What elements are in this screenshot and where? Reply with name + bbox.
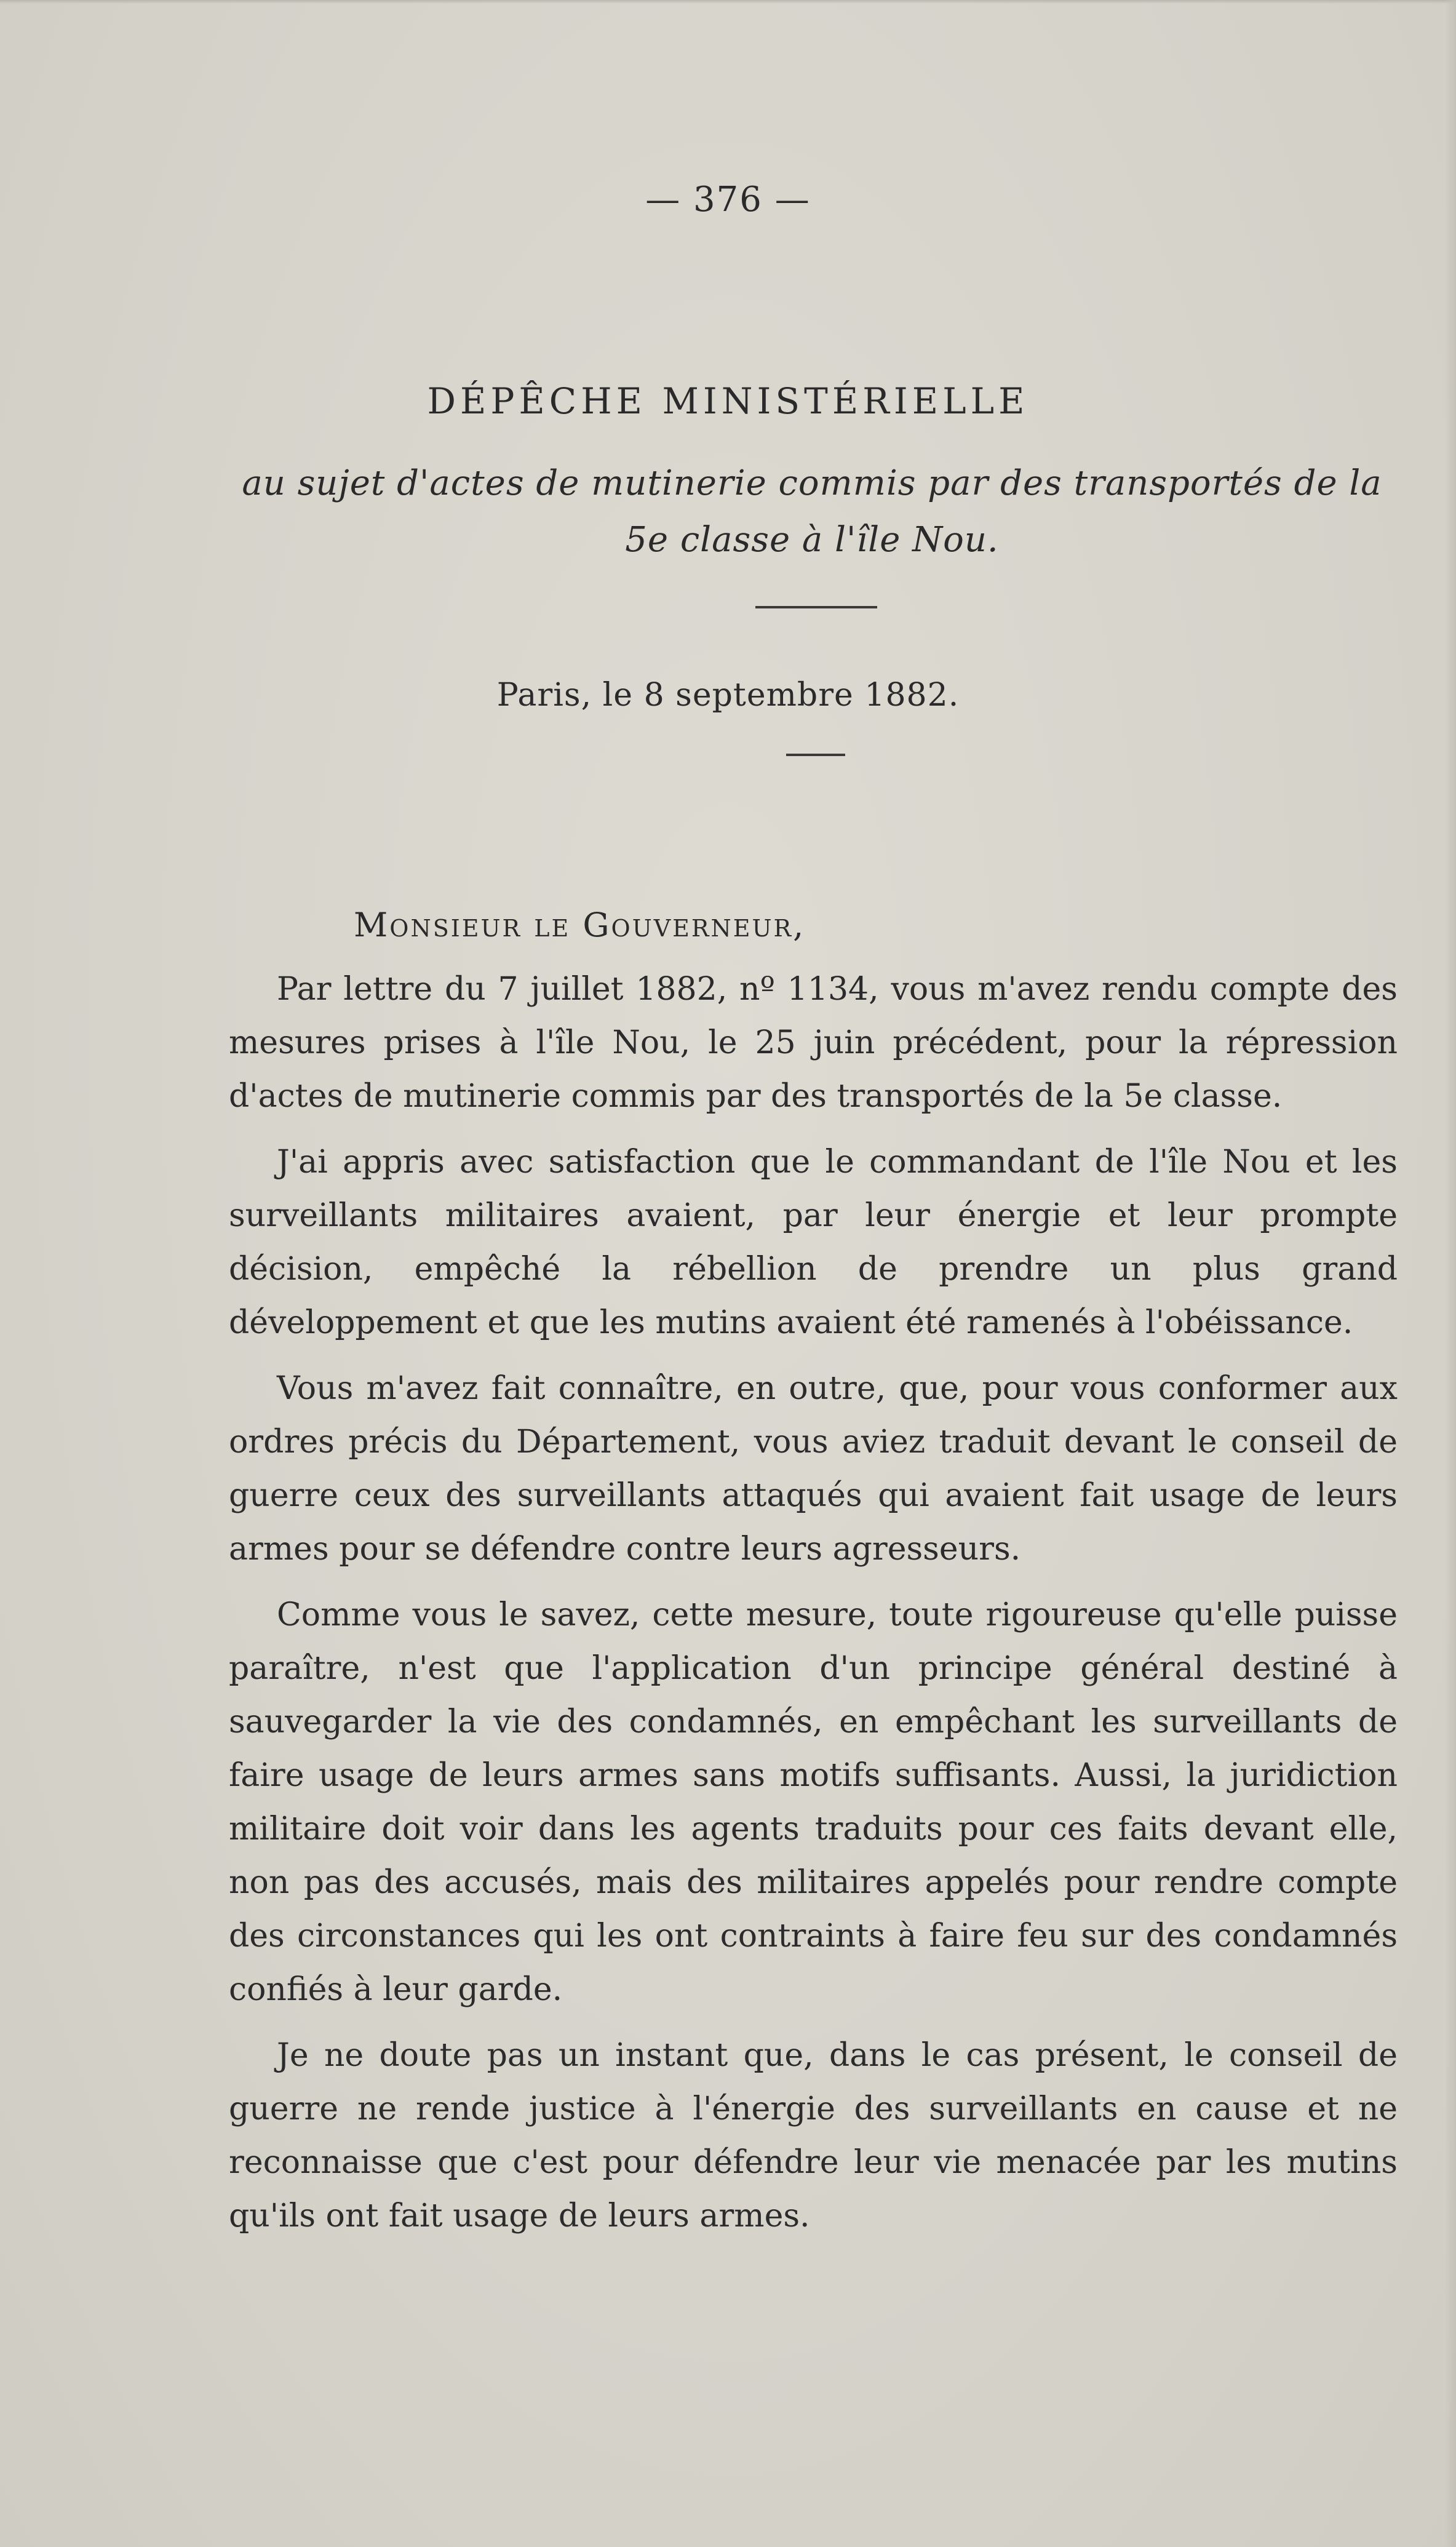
salutation: Monsieur le Gouverneur, — [354, 906, 806, 944]
dateline: Paris, le 8 septembre 1882. — [496, 677, 960, 714]
paragraph: Comme vous le savez, cette mesure, toute rigoureuse qu'elle puisse paraître, n'est que l'application d'un principe général destiné à sauvegarder la vie des condamnés, en empêchant les surveillants de faire usage de leurs armes sans motifs suffisants. Aussi, la juridiction militaire doit voir dans les agents traduits pour ces faits devant elle, non pas des accusés, mais des militaires appelés pour rendre compte des circonstances qui les ont contraints à faire feu sur des condamnés confiés à leur garde. — [229, 1596, 1398, 2008]
paragraph: Je ne doute pas un instant que, dans le cas présent, le conseil de guerre ne rende justice à l'énergie des surveillants en cause et ne reconnaisse que c'est pour défendre leur vie menacée par les mutins qu'ils ont fait usage de leurs armes. — [229, 2037, 1398, 2234]
document-heading: DÉPÊCHE MINISTÉRIELLE — [427, 380, 1029, 422]
heading-rule — [755, 606, 877, 608]
document-subheading: au sujet d'actes de mutinerie commis par des transportés de la 5e classe à l'île Nou. — [242, 463, 1382, 560]
paragraph: J'ai appris avec satisfaction que le commandant de l'île Nou et les surveillants militaires avaient, par leur énergie et leur prompte décision, empêché la rébellion de prendre un plus grand développement et que les mutins avaient été ramenés à l'obéissance. — [229, 1144, 1398, 1341]
letter-body — [229, 963, 1398, 2255]
dateline-rule — [786, 754, 845, 756]
page-number: — 376 — — [645, 180, 811, 220]
paragraph: Par lettre du 7 juillet 1882, nº 1134, vous m'avez rendu compte des mesures prises à l'île Nou, le 25 juin précédent, pour la répression d'actes de mutinerie commis par des transportés de la 5e classe. — [229, 971, 1398, 1115]
paragraph: Vous m'avez fait connaître, en outre, que, pour vous conformer aux ordres précis du Département, vous aviez traduit devant le conseil de guerre ceux des surveillants attaqués qui avaient fait usage de leurs armes pour se défendre contre leurs agresseurs. — [229, 1370, 1398, 1568]
page-top-edge — [0, 0, 1456, 4]
